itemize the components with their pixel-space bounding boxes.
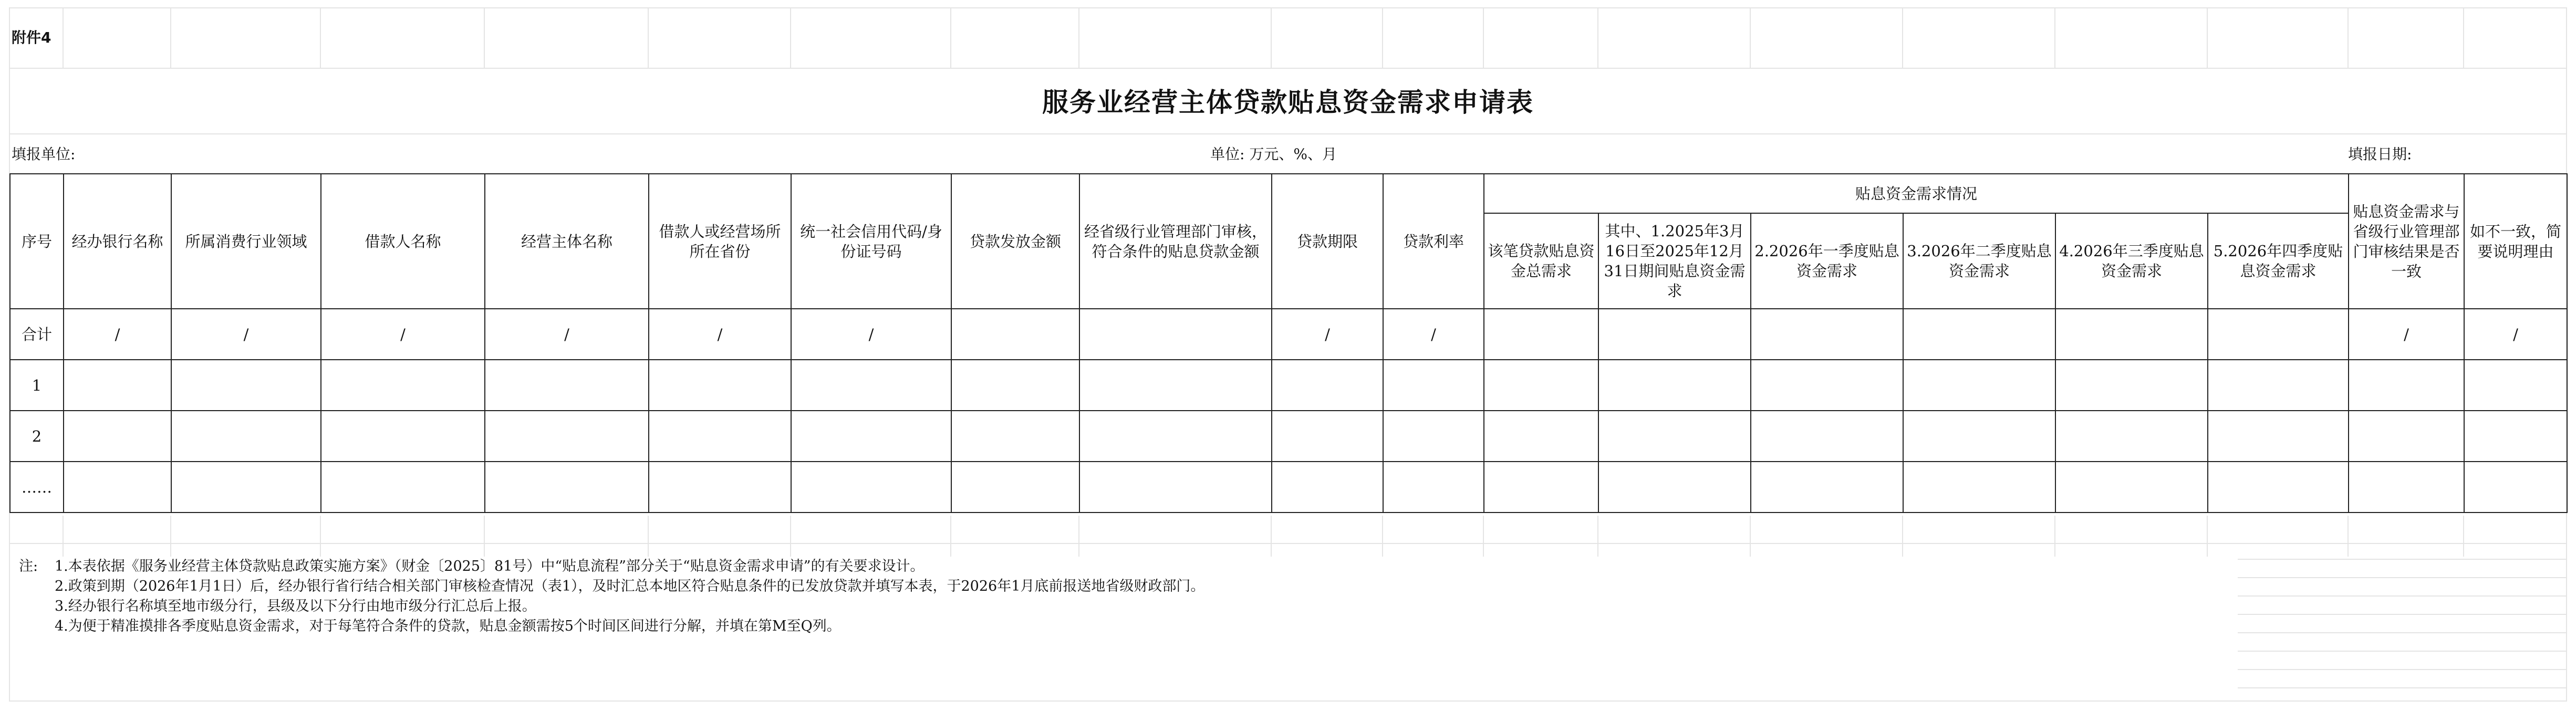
table-cell[interactable]	[1383, 462, 1484, 513]
header-approved-amount: 经省级行业管理部门审核，符合条件的贴息贷款金额	[1079, 174, 1272, 309]
row-seq: ……	[10, 462, 64, 513]
header-sub-q3: 4.2026年三季度贴息资金需求	[2055, 213, 2208, 309]
attachment-label: 附件4	[12, 29, 51, 46]
header-borrower: 借款人名称	[321, 174, 485, 309]
table-cell[interactable]	[64, 411, 171, 462]
table-cell[interactable]	[1484, 309, 1598, 360]
table-cell[interactable]	[791, 462, 951, 513]
note-text: 3.经办银行名称填至地市级分行，县级及以下分行由地市级分行汇总后上报。	[55, 598, 536, 614]
fill-date-label: 填报日期:	[2348, 145, 2412, 163]
table-cell[interactable]	[1484, 462, 1598, 513]
table-cell[interactable]	[1079, 462, 1272, 513]
table-cell[interactable]	[2208, 360, 2349, 411]
row-seq: 2	[10, 411, 64, 462]
table-body	[10, 309, 2567, 513]
note-line	[19, 557, 1204, 577]
table-cell[interactable]	[1272, 462, 1383, 513]
table-cell[interactable]	[2055, 360, 2208, 411]
table-row	[10, 462, 2567, 513]
table-cell[interactable]	[2464, 411, 2567, 462]
table-cell[interactable]	[649, 360, 791, 411]
table-cell[interactable]	[649, 462, 791, 513]
table-cell[interactable]	[951, 309, 1079, 360]
table-cell[interactable]	[1751, 462, 1903, 513]
header-credit-code: 统一社会信用代码/身份证号码	[791, 174, 951, 309]
note-line	[19, 577, 1204, 597]
table-cell[interactable]: /	[1272, 309, 1383, 360]
table-cell[interactable]	[1598, 462, 1751, 513]
table-cell[interactable]	[1903, 309, 2055, 360]
table-cell[interactable]	[2208, 411, 2349, 462]
header-explain: 如不一致，简要说明理由	[2464, 174, 2567, 309]
table-cell[interactable]	[2349, 411, 2464, 462]
table-cell[interactable]	[2055, 462, 2208, 513]
table-row-total	[10, 309, 2567, 360]
table-cell[interactable]: /	[321, 309, 485, 360]
table-cell[interactable]	[485, 411, 649, 462]
table-cell[interactable]	[2208, 462, 2349, 513]
table-cell[interactable]	[1598, 360, 1751, 411]
table-cell[interactable]	[1751, 411, 1903, 462]
note-text: 4.为便于精准摸排各季度贴息资金需求，对于每笔符合条件的贷款，贴息金额需按5个时间区间进行分解，并填在第M至Q列。	[55, 618, 841, 634]
table-cell[interactable]	[64, 360, 171, 411]
table-cell[interactable]	[64, 462, 171, 513]
table-cell[interactable]	[485, 462, 649, 513]
table-cell[interactable]	[2055, 309, 2208, 360]
note-line	[19, 616, 1204, 636]
table-cell[interactable]: /	[649, 309, 791, 360]
table-cell[interactable]	[321, 411, 485, 462]
header-subsidy-group: 贴息资金需求情况	[1484, 174, 2349, 213]
header-sub-q1: 2.2026年一季度贴息资金需求	[1751, 213, 1903, 309]
table-cell[interactable]: /	[2349, 309, 2464, 360]
table-cell[interactable]	[791, 360, 951, 411]
header-province: 借款人或经营场所所在省份	[649, 174, 791, 309]
table-cell[interactable]: /	[485, 309, 649, 360]
table-cell[interactable]	[2464, 360, 2567, 411]
header-entity: 经营主体名称	[485, 174, 649, 309]
table-cell[interactable]	[1484, 411, 1598, 462]
header-term: 贷款期限	[1272, 174, 1383, 309]
table-cell[interactable]: /	[171, 309, 321, 360]
table-cell[interactable]	[1079, 309, 1272, 360]
table-cell[interactable]	[1079, 411, 1272, 462]
table-cell[interactable]	[1903, 360, 2055, 411]
row-seq: 合计	[10, 309, 64, 360]
table-cell[interactable]	[649, 411, 791, 462]
table-cell[interactable]	[171, 360, 321, 411]
note-text: 1.本表依据《服务业经营主体贷款贴息政策实施方案》（财金〔2025〕81号）中“贴息流程”部分关于“贴息资金需求申请”的有关要求设计。	[55, 558, 925, 574]
note-text: 2.政策到期（2026年1月1日）后，经办银行省行结合相关部门审核检查情况（表1），及时汇总本地区符合贴息条件的已发放贷款并填写本表，于2026年1月底前报送地省级财政部门。	[55, 578, 1205, 594]
table-cell[interactable]	[1383, 360, 1484, 411]
table-cell[interactable]: /	[2464, 309, 2567, 360]
table-cell[interactable]	[1903, 411, 2055, 462]
table-cell[interactable]	[1079, 360, 1272, 411]
table-cell[interactable]	[171, 462, 321, 513]
table-cell[interactable]	[1598, 411, 1751, 462]
table-cell[interactable]	[1903, 462, 2055, 513]
table-cell[interactable]	[1272, 360, 1383, 411]
header-consistent: 贴息资金需求与省级行业管理部门审核结果是否一致	[2349, 174, 2464, 309]
table-cell[interactable]: /	[64, 309, 171, 360]
table-row	[10, 411, 2567, 462]
notes-prefix: 注:	[19, 558, 38, 574]
header-rate: 贷款利率	[1383, 174, 1484, 309]
table-cell[interactable]	[321, 360, 485, 411]
table-cell[interactable]	[951, 462, 1079, 513]
header-bank: 经办银行名称	[64, 174, 171, 309]
table-cell[interactable]	[1383, 411, 1484, 462]
table-cell[interactable]	[1272, 411, 1383, 462]
header-sub-total: 该笔贷款贴息资金总需求	[1484, 213, 1598, 309]
table-cell[interactable]	[951, 360, 1079, 411]
header-sub-q2: 3.2026年二季度贴息资金需求	[1903, 213, 2055, 309]
row-seq: 1	[10, 360, 64, 411]
table-cell[interactable]	[171, 411, 321, 462]
table-cell[interactable]: /	[791, 309, 951, 360]
note-line	[19, 597, 1204, 616]
header-sub-q4: 5.2026年四季度贴息资金需求	[2208, 213, 2349, 309]
table-cell[interactable]	[2349, 462, 2464, 513]
table-cell[interactable]: /	[1383, 309, 1484, 360]
header-seq: 序号	[10, 174, 64, 309]
table-cell[interactable]	[1598, 309, 1751, 360]
fill-unit-label: 填报单位:	[12, 145, 76, 163]
table-cell[interactable]	[2464, 462, 2567, 513]
unit-label: 单位: 万元、%、月	[1210, 145, 1337, 163]
table-cell[interactable]	[485, 360, 649, 411]
table-row	[10, 360, 2567, 411]
header-industry: 所属消费行业领域	[171, 174, 321, 309]
header-sub-2025: 其中、1.2025年3月16日至2025年12月31日期间贴息资金需求	[1598, 213, 1751, 309]
table-cell[interactable]	[321, 462, 485, 513]
table-cell[interactable]	[791, 411, 951, 462]
table-cell[interactable]	[951, 411, 1079, 462]
notes-section	[19, 557, 1204, 636]
application-table	[9, 173, 2568, 513]
header-loan-amount: 贷款发放金额	[951, 174, 1079, 309]
table-cell[interactable]	[2055, 411, 2208, 462]
table-cell[interactable]	[1751, 309, 1903, 360]
page-title: 服务业经营主体贷款贴息资金需求申请表	[1042, 87, 1534, 118]
table-cell[interactable]	[2208, 309, 2349, 360]
table-cell[interactable]	[1751, 360, 1903, 411]
table-cell[interactable]	[1484, 360, 1598, 411]
table-cell[interactable]	[2349, 360, 2464, 411]
